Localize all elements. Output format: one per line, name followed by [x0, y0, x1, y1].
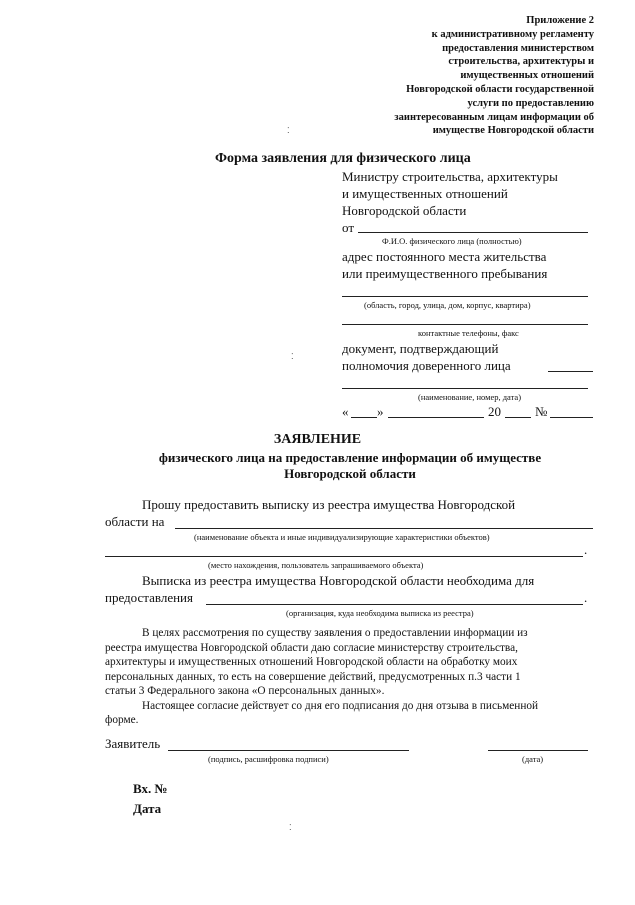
organization-caption: (организация, куда необходима выписка из реестра): [286, 608, 474, 618]
date-caption: (дата): [522, 754, 544, 764]
document-label: документ, подтверждающий: [342, 341, 499, 356]
document-field-inline[interactable]: [548, 371, 593, 372]
address-label: адрес постоянного места жительства: [342, 249, 547, 264]
fio-field[interactable]: [358, 232, 588, 233]
signature-date-field[interactable]: [488, 750, 588, 751]
appendix-line: строительства, архитектуры и: [448, 56, 594, 68]
phones-field[interactable]: [342, 324, 588, 325]
number-field[interactable]: [550, 417, 593, 418]
appendix-line: имущественных отношений: [460, 70, 594, 82]
address-caption: (область, город, улица, дом, корпус, квартира): [364, 300, 531, 310]
line-period: .: [584, 542, 588, 557]
appendix-header: [350, 14, 594, 138]
purpose-text: предоставления: [105, 590, 193, 605]
address-field[interactable]: [342, 296, 588, 297]
consent-line: персональных данных, то есть на совершение действий, предусмотренных п.3 части 1: [105, 670, 521, 683]
document-label: полномочия доверенного лица: [342, 358, 511, 373]
document-field[interactable]: [342, 388, 588, 389]
location-field[interactable]: [105, 556, 583, 557]
date-close-quote: »: [377, 404, 384, 419]
object-field[interactable]: [175, 528, 593, 529]
consent-paragraph: [105, 626, 595, 728]
addressee-line: и имущественных отношений: [342, 186, 508, 201]
location-caption: (место нахождения, пользователь запрашиваемого объекта): [208, 560, 424, 570]
fio-caption: Ф.И.О. физического лица (полностью): [382, 236, 522, 246]
address-label: или преимущественного пребывания: [342, 266, 548, 281]
date-month-field[interactable]: [388, 417, 484, 418]
appendix-line: имуществе Новгородской области: [432, 125, 594, 137]
date-year-field[interactable]: [505, 417, 531, 418]
appendix-line: услуги по предоставлению: [467, 97, 594, 109]
object-caption: (наименование объекта и иные индивидуализирующие характеристики объектов): [194, 532, 490, 542]
from-label: от: [342, 220, 355, 235]
scan-speck: ⁚: [289, 823, 292, 832]
consent-line: статьи 3 Федерального закона «О персональных данных».: [105, 685, 385, 697]
statement-subtitle: физического лица на предоставление информации об имуществе: [158, 450, 542, 465]
purpose-text: Выписка из реестра имущества Новгородской области необходима для: [142, 573, 535, 588]
number-sign: №: [535, 404, 548, 419]
consent-line: архитектуры и имущественных отношений Новгородской области на обработку моих: [105, 656, 518, 668]
registry-date-label: Дата: [133, 801, 162, 816]
line-period: .: [584, 590, 588, 605]
document-caption: (наименование, номер, дата): [418, 392, 522, 402]
date-open-quote: «: [342, 404, 349, 419]
appendix-line: Приложение 2: [526, 15, 594, 26]
validity-line: Настоящее согласие действует со дня его подписания до дня отзыва в письменной: [142, 699, 539, 712]
date-day-field[interactable]: [351, 417, 377, 418]
appendix-line: предоставления министерством: [442, 42, 594, 54]
applicant-label: Заявитель: [105, 736, 161, 751]
year-prefix: 20: [488, 404, 501, 419]
signature-caption: (подпись, расшифровка подписи): [208, 754, 329, 764]
consent-line: реестра имущества Новгородской области даю согласие министерству строительства,: [105, 641, 518, 654]
request-text: Прошу предоставить выписку из реестра имущества Новгородской: [142, 497, 516, 512]
form-title: Форма заявления для физического лица: [215, 151, 471, 166]
validity-line: форме.: [105, 714, 139, 726]
phones-caption: контактные телефоны, факс: [418, 328, 519, 338]
consent-line: В целях рассмотрения по существу заявления о предоставлении информации из: [142, 627, 528, 639]
appendix-line: Новгородской области государственной: [406, 83, 594, 95]
statement-subtitle: Новгородской области: [284, 466, 416, 481]
appendix-line: к административному регламенту: [431, 28, 594, 40]
signature-field[interactable]: [168, 750, 409, 751]
organization-field[interactable]: [206, 604, 583, 605]
statement-title: ЗАЯВЛЕНИЕ: [273, 432, 362, 447]
appendix-line: заинтересованным лицам информации об: [394, 111, 594, 123]
addressee-line: Новгородской области: [342, 203, 467, 218]
scan-speck: ⁚: [291, 352, 294, 361]
addressee-line: Министру строительства, архитектуры: [342, 169, 558, 184]
scan-speck: ⁚: [287, 126, 290, 135]
request-text: области на: [105, 514, 165, 529]
incoming-number-label: Вх. №: [133, 781, 168, 796]
